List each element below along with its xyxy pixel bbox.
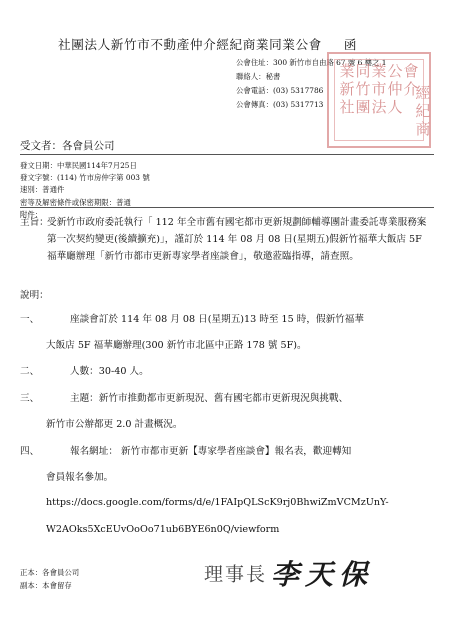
item-line: 新竹市公辦都更 2.0 計畫概況。 (46, 419, 183, 430)
signature-block (204, 553, 373, 593)
recipient: 受文者：各會員公司 (20, 140, 115, 152)
subject-block (20, 214, 430, 265)
subject-text: 受新竹市政府委託執行「 112 年全市舊有國宅都市更新規劃師輔導團計畫委託專業服務案第一次契約變更(後續擴充)」，謹訂於 114 年 08 月 08 日(星期五)假新竹福華大飯店 5F 福華廳辦理「新竹市都市更新專家學者座談會」，敬邀蒞臨指導，請查照。 (47, 217, 427, 262)
explanation-label: 說明： (20, 290, 49, 301)
footer-block (20, 566, 79, 592)
document-meta (20, 160, 150, 221)
issue-number: 發文字號：(114) 竹市房仲字第 003 號 (20, 173, 150, 183)
item-line: 主題：新竹市推動都市更新現況、舊有國宅都市更新現況與挑戰、 (70, 393, 349, 404)
seal-col: 同竹團 (355, 62, 371, 116)
letter-header (58, 34, 357, 53)
registration-url-line[interactable]: W2AOks5XcEUvOoOo71ub6BYE6n0Q/viewform (46, 524, 280, 535)
item-line: 人數：30-40 人。 (70, 366, 149, 377)
seal-col: 業新社 (339, 62, 355, 116)
divider-mid (20, 207, 434, 208)
signature-name: 李天保 (271, 558, 374, 591)
item-number: 四、 (20, 446, 40, 457)
contact-fax: 公會傳真：(03) 5317713 (236, 100, 324, 109)
seal-col: 業市法 (371, 62, 387, 116)
registration-url-line[interactable]: https://docs.google.com/forms/d/e/1FAIpQLScK9rj0BhwiZmVCMzUnY- (46, 497, 389, 508)
contact-phone: 公會電話：(03) 5317786 (236, 86, 324, 95)
item-line: 大飯店 5F 福華廳辦理(300 新竹市北區中正路 178 號 5F)。 (46, 340, 307, 351)
contact-person: 聯絡人：秘書 (236, 72, 281, 81)
item-line: 報名網址： 新竹市都市更新【專家學者座談會】報名表，歡迎轉知 (70, 446, 352, 457)
seal-col: 會介 (403, 62, 419, 98)
item-number: 三、 (20, 393, 40, 404)
org-name: 社團法人新竹市不動產仲介經紀商業同業公會 (58, 37, 322, 52)
seal-col: 經紀商 (415, 84, 431, 138)
seal-col: 公仲人 (387, 62, 403, 116)
doc-type: 函 (343, 37, 358, 52)
item-line: 會員報名參加。 (46, 472, 114, 483)
confidentiality: 密等及解密條件或保密期限：普通 (20, 197, 131, 207)
item-number: 一、 (20, 314, 40, 325)
attachments: 附件： (20, 209, 43, 219)
issue-date: 發文日期：中華民國114年7月25日 (20, 161, 137, 170)
main-copy: 正本：各會員公司 (20, 568, 80, 577)
subject-label: 主旨： (20, 217, 49, 228)
item-line: 座談會訂於 114 年 08 月 08 日(星期五)13 時至 15 時，假新竹福華 (70, 314, 364, 325)
official-seal-stamp (327, 52, 431, 148)
carbon-copy: 副本：本會留存 (20, 581, 72, 590)
divider-top (20, 154, 434, 155)
signature-role: 理事長 (204, 563, 268, 586)
contact-address: 公會住址：300 新竹市自由路 67 號 6 樓之 1 (236, 58, 387, 67)
item-number: 二、 (20, 366, 40, 377)
priority: 速別：普通件 (20, 185, 65, 195)
